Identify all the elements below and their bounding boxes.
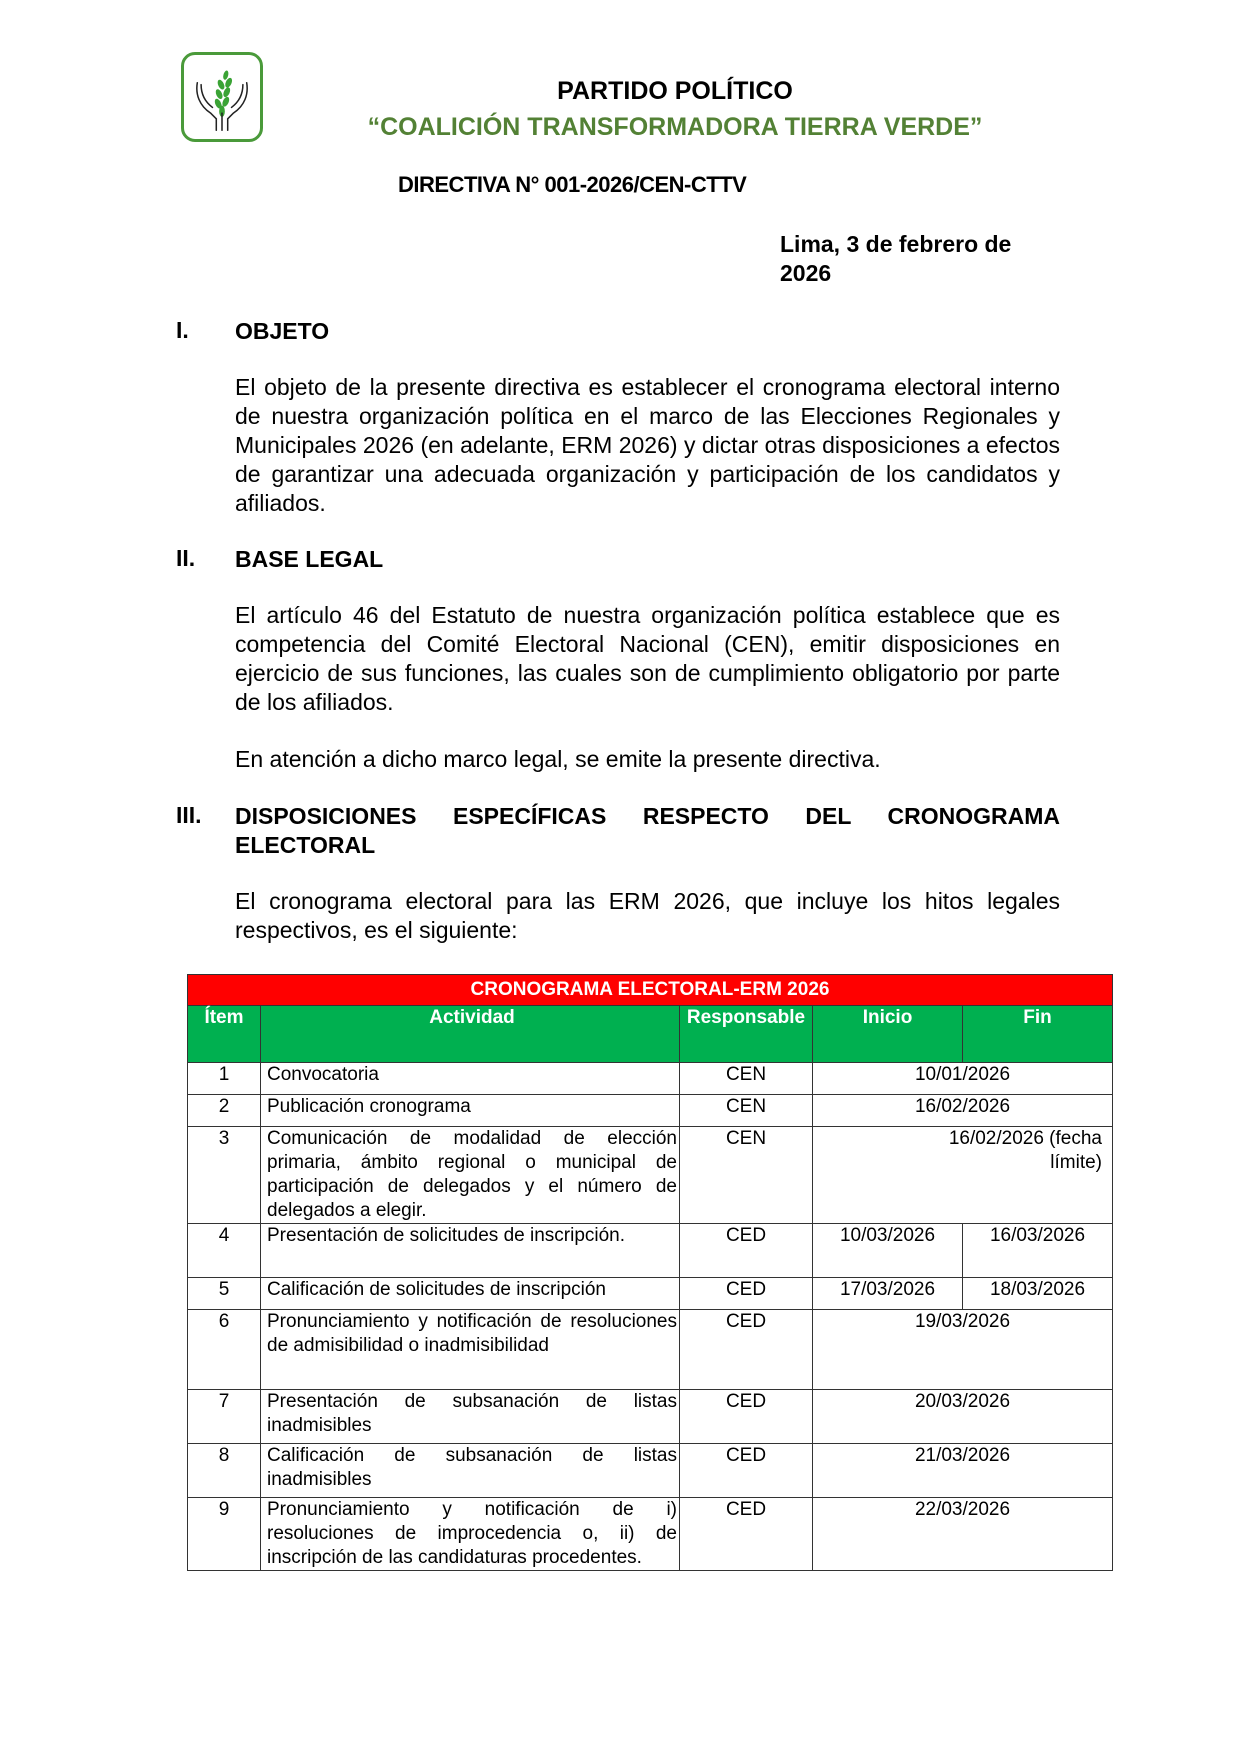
row-end-date: 18/03/2026 [963, 1278, 1113, 1310]
row-responsible: CED [680, 1498, 813, 1571]
column-header-fin: Fin [963, 1006, 1113, 1063]
row-activity: Presentación de solicitudes de inscripción. [261, 1224, 680, 1278]
row-activity: Presentación de subsanación de listas inadmisibles [261, 1390, 680, 1444]
hands-holding-wheat-icon [184, 55, 260, 139]
row-item: 8 [188, 1444, 261, 1498]
party-label: PARTIDO POLÍTICO [557, 77, 793, 105]
date-line-2: 2026 [780, 260, 832, 286]
row-activity: Comunicación de modalidad de elección primaria, ámbito regional o municipal de participación de delegados y el número de delegados a elegir. [261, 1127, 680, 1224]
row-item: 1 [188, 1063, 261, 1095]
electoral-schedule-table [187, 974, 1113, 1571]
row-activity: Convocatoria [261, 1063, 680, 1095]
party-name: “COALICIÓN TRANSFORMADORA TIERRA VERDE” [367, 113, 983, 141]
row-end-date: 16/03/2026 [963, 1224, 1113, 1278]
row-item: 6 [188, 1310, 261, 1390]
row-responsible: CEN [680, 1063, 813, 1095]
row-responsible: CED [680, 1278, 813, 1310]
row-responsible: CED [680, 1310, 813, 1390]
row-responsible: CED [680, 1444, 813, 1498]
table-row [188, 1444, 1113, 1498]
row-item: 2 [188, 1095, 261, 1127]
section-number: III. [176, 802, 202, 828]
row-activity: Calificación de subsanación de listas inadmisibles [261, 1444, 680, 1498]
party-logo [181, 52, 263, 142]
paragraph-disposiciones: El cronograma electoral para las ERM 2026, que incluye los hitos legales respectivos, es el siguiente: [235, 888, 1060, 943]
date-line-1: Lima, 3 de febrero de [780, 231, 1012, 257]
row-start-date: 10/03/2026 [813, 1224, 963, 1278]
row-responsible: CEN [680, 1127, 813, 1224]
row-activity: Publicación cronograma [261, 1095, 680, 1127]
row-item: 5 [188, 1278, 261, 1310]
row-date: 20/03/2026 [813, 1390, 1113, 1444]
row-activity: Calificación de solicitudes de inscripción [261, 1278, 680, 1310]
section-number: I. [176, 317, 189, 343]
paragraph-objeto: El objeto de la presente directiva es establecer el cronograma electoral interno de nuestra organización política en el marco de las Elecciones Regionales y Municipales 2026 (en adelante, ERM 2026) y dictar otras disposiciones a efectos de garantizar una adecuada organización y participación de los candidatos y afiliados. [235, 374, 1060, 516]
row-item: 3 [188, 1127, 261, 1224]
table-title: CRONOGRAMA ELECTORAL-ERM 2026 [188, 975, 1113, 1006]
row-responsible: CEN [680, 1095, 813, 1127]
table-row [188, 1224, 1113, 1278]
column-header-item: Ítem [188, 1006, 261, 1063]
table-row [188, 1127, 1113, 1224]
section-title-objeto: OBJETO [235, 318, 330, 344]
row-date: 16/02/2026 [813, 1095, 1113, 1127]
row-activity: Pronunciamiento y notificación de i) resoluciones de improcedencia o, ii) de inscripción de las candidaturas procedentes. [261, 1498, 680, 1571]
directive-number: DIRECTIVA N° 001-2026/CEN-CTTV [398, 172, 747, 197]
section-title-disposiciones: DISPOSICIONES ESPECÍFICAS RESPECTO DEL CRONOGRAMA ELECTORAL [235, 803, 1060, 858]
row-date: 22/03/2026 [813, 1498, 1113, 1571]
table-row [188, 1063, 1113, 1095]
table-row [188, 1498, 1113, 1571]
column-header-actividad: Actividad [261, 1006, 680, 1063]
row-date: 21/03/2026 [813, 1444, 1113, 1498]
section-title-base-legal: BASE LEGAL [235, 546, 384, 572]
row-start-date: 17/03/2026 [813, 1278, 963, 1310]
row-responsible: CED [680, 1224, 813, 1278]
row-item: 4 [188, 1224, 261, 1278]
row-activity: Pronunciamiento y notificación de resoluciones de admisibilidad o inadmisibilidad [261, 1310, 680, 1390]
row-item: 7 [188, 1390, 261, 1444]
paragraph-base-legal: El artículo 46 del Estatuto de nuestra organización política establece que es competencia del Comité Electoral Nacional (CEN), emitir disposiciones en ejercicio de sus funciones, las cuales son de cumplimiento obligatorio por parte de los afiliados. [235, 602, 1060, 715]
row-responsible: CED [680, 1390, 813, 1444]
table-row [188, 1095, 1113, 1127]
row-date: 19/03/2026 [813, 1310, 1113, 1390]
document-date [780, 230, 1060, 288]
table-row [188, 1278, 1113, 1310]
column-header-responsable: Responsable [680, 1006, 813, 1063]
row-date: 16/02/2026 (fecha límite) [813, 1127, 1113, 1224]
row-date: 10/01/2026 [813, 1063, 1113, 1095]
table-row [188, 1390, 1113, 1444]
row-item: 9 [188, 1498, 261, 1571]
paragraph-base-legal-2: En atención a dicho marco legal, se emite la presente directiva. [235, 746, 881, 772]
table-row [188, 1310, 1113, 1390]
table-header-row [188, 1006, 1113, 1063]
column-header-inicio: Inicio [813, 1006, 963, 1063]
section-number: II. [176, 545, 196, 571]
